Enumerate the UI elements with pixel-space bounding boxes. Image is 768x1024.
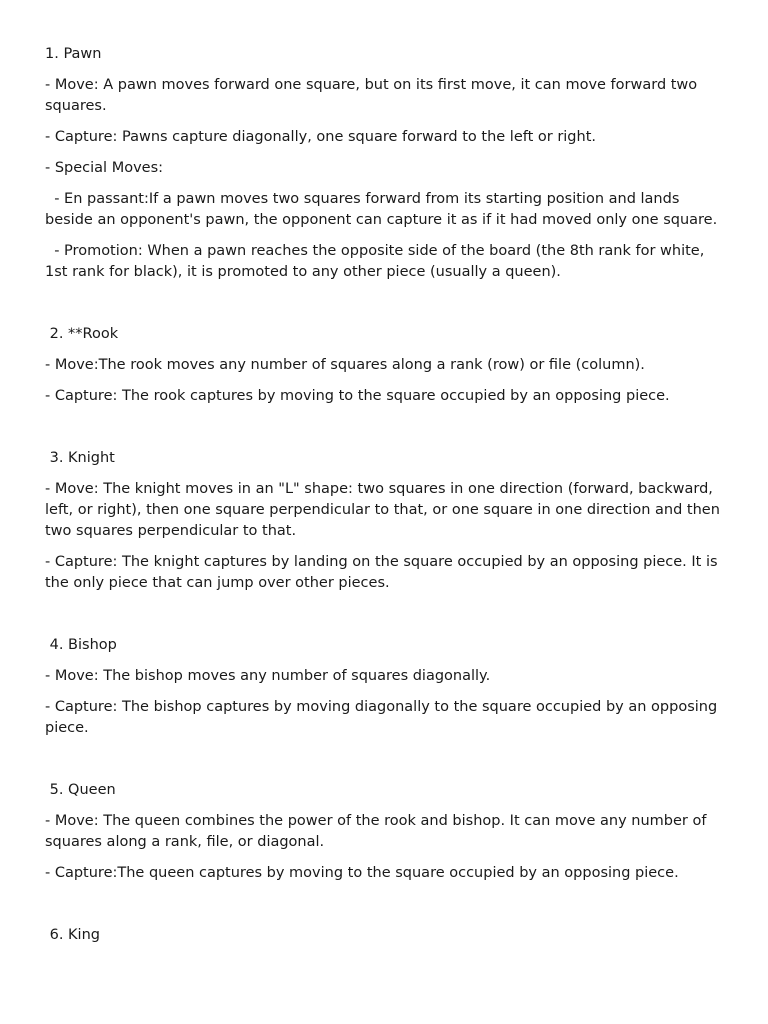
paragraph: - Move: A pawn moves forward one square, but on its first move, it can move forward two squares. [45,77,702,114]
paragraph: - Capture: Pawns capture diagonally, one square forward to the left or right. [45,129,596,145]
paragraph: - Special Moves: [45,160,164,176]
section-heading: 6. King [45,927,100,943]
paragraph: - Move: The queen combines the power of the rook and bishop. It can move any number of squares along a rank, file, or diagonal. [45,813,712,850]
paragraph: - Capture: The bishop captures by moving diagonally to the square occupied by an opposing piece. [45,699,722,736]
section-spacer [45,749,724,780]
paragraph: - Capture: The rook captures by moving to the square occupied by an opposing piece. [45,388,670,404]
section-spacer [45,894,724,925]
section-spacer [45,604,724,635]
paragraph: - Move: The bishop moves any number of squares diagonally. [45,668,491,684]
section-rook [45,324,724,407]
section-pawn [45,44,724,283]
paragraph: - Move:The rook moves any number of squares along a rank (row) or file (column). [45,357,645,373]
paragraph: - Promotion: When a pawn reaches the opposite side of the board (the 8th rank for white, 1st rank for black), it is promoted to any other piece (usually a queen). [45,243,709,280]
section-king [45,925,724,946]
paragraph: - Move: The knight moves in an "L" shape: two squares in one direction (forward, backward, left, or right), then one square perpendicular to that, or one square in one direction and then two squares perpendicular to that. [45,481,725,539]
paragraph: - Capture:The queen captures by moving to the square occupied by an opposing piece. [45,865,679,881]
section-bishop [45,635,724,739]
section-heading: 5. Queen [45,782,116,798]
paragraph: - Capture: The knight captures by landing on the square occupied by an opposing piece. It is the only piece that can jump over other pieces. [45,554,723,591]
section-knight [45,448,724,594]
section-heading: 3. Knight [45,450,115,466]
section-queen [45,780,724,884]
paragraph: - En passant:If a pawn moves two squares forward from its starting position and lands beside an opponent's pawn, the opponent can capture it as if it had moved only one square. [45,191,718,228]
section-heading: 2. **Rook [45,326,119,342]
section-heading: 1. Pawn [45,46,102,62]
section-spacer [45,293,724,324]
section-heading: 4. Bishop [45,637,117,653]
section-spacer [45,417,724,448]
